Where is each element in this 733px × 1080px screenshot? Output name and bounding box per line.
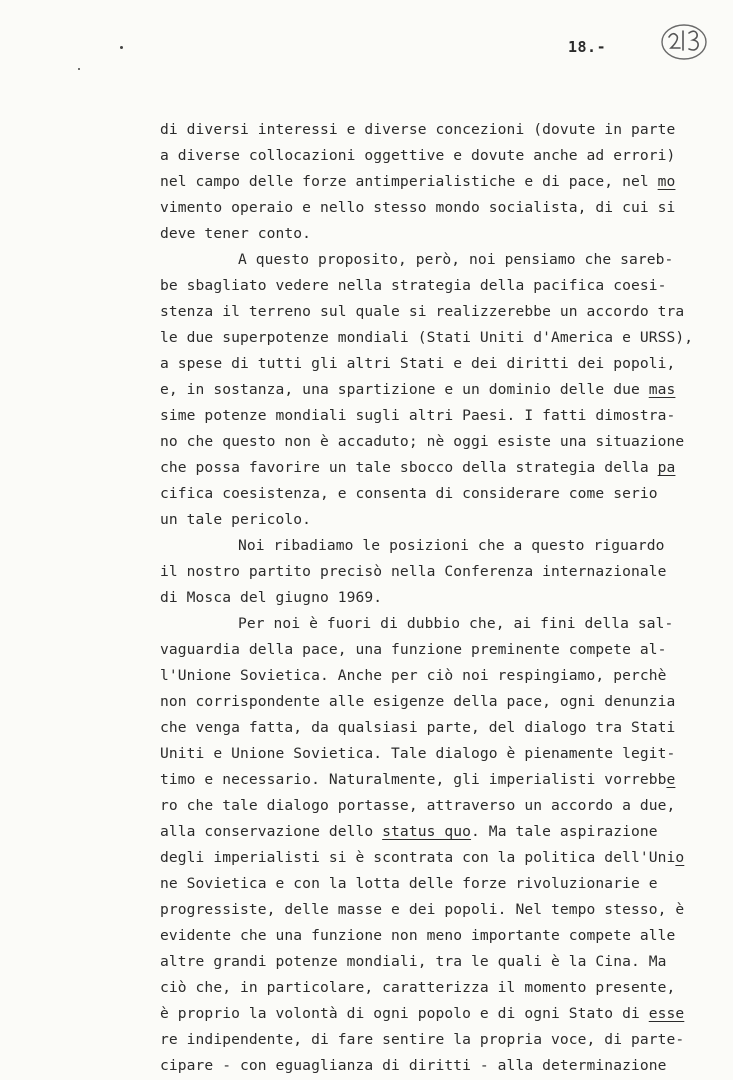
- text-line: non corrispondente alle esigenze della pace, ogni denunzia: [160, 693, 676, 710]
- text-line: di Mosca del giugno 1969.: [160, 589, 383, 606]
- text-line: a spese di tutti gli altri Stati e dei diritti dei popoli,: [160, 355, 676, 372]
- text-line: l'Unione Sovietica. Anche per ciò noi respingiamo, perchè: [160, 667, 667, 684]
- scan-speck: [78, 68, 80, 70]
- text-line: altre grandi potenze mondiali, tra le quali è la Cina. Ma: [160, 953, 667, 970]
- text-line: Per noi è fuori di dubbio che, ai fini della sal-: [238, 615, 674, 632]
- text-line: no che questo non è accaduto; nè oggi esiste una situazione: [160, 433, 685, 450]
- text-line: Noi ribadiamo le posizioni che a questo riguardo: [238, 537, 665, 554]
- text-line: nel campo delle forze antimperialistiche e di pace, nel mo: [160, 173, 676, 190]
- text-line: di diversi interessi e diverse concezioni (dovute in parte: [160, 121, 676, 138]
- text-line: un tale pericolo.: [160, 511, 312, 528]
- text-line: cipare - con eguaglianza di diritti - alla determinazione: [160, 1057, 667, 1074]
- underlined-fragment: pa: [657, 459, 676, 476]
- text-line: progressiste, delle masse e dei popoli. Nel tempo stesso, è: [160, 901, 685, 918]
- text-line: A questo proposito, però, noi pensiamo che sareb-: [238, 251, 674, 268]
- text-line: sime potenze mondiali sugli altri Paesi. I fatti dimostra-: [160, 407, 676, 424]
- text-line: degli imperialisti si è scontrata con la politica dell'Unio: [160, 849, 685, 866]
- text-line: a diverse collocazioni oggettive e dovute anche ad errori): [160, 147, 676, 164]
- underlined-fragment: e: [666, 771, 676, 788]
- text-line: le due superpotenze mondiali (Stati Uniti d'America e URSS),: [160, 329, 694, 346]
- text-line: e, in sostanza, una spartizione e un dominio delle due mas: [160, 381, 676, 398]
- text-line: è proprio la volontà di ogni popolo e di ogni Stato di esse: [160, 1005, 685, 1022]
- text-line: re indipendente, di fare sentire la propria voce, di parte-: [160, 1031, 685, 1048]
- text-line: alla conservazione dello status quo. Ma tale aspirazione: [160, 823, 658, 840]
- paragraph: [160, 533, 720, 611]
- paragraph: [160, 611, 720, 1079]
- text-line: che possa favorire un tale sbocco della strategia della pa: [160, 459, 676, 476]
- page-number: 18.-: [568, 38, 607, 56]
- paragraph: [160, 247, 720, 533]
- paragraph: [160, 117, 720, 247]
- underlined-fragment: mo: [657, 173, 676, 190]
- underlined-fragment: mas: [648, 381, 676, 398]
- text-line: deve tener conto.: [160, 225, 312, 242]
- text-line: be sbagliato vedere nella strategia della pacifica coesi-: [160, 277, 667, 294]
- underlined-fragment: o: [675, 849, 685, 866]
- text-line: il nostro partito precisò nella Conferenza internazionale: [160, 563, 667, 580]
- text-line: cifica coesistenza, e consenta di considerare come serio: [160, 485, 658, 502]
- text-line: Uniti e Unione Sovietica. Tale dialogo è pienamente legit-: [160, 745, 676, 762]
- document-body: [160, 117, 720, 1079]
- text-line: timo e necessario. Naturalmente, gli imperialisti vorrebbe: [160, 771, 676, 788]
- underlined-term: status quo: [382, 823, 472, 840]
- text-line: ro che tale dialogo portasse, attraverso un accordo a due,: [160, 797, 676, 814]
- text-line: che venga fatta, da qualsiasi parte, del dialogo tra Stati: [160, 719, 676, 736]
- text-line: ne Sovietica e con la lotta delle forze rivoluzionarie e: [160, 875, 658, 892]
- text-line: vaguardia della pace, una funzione preminente compete al-: [160, 641, 667, 658]
- text-line: stenza il terreno sul quale si realizzerebbe un accordo tra: [160, 303, 685, 320]
- text-line: ciò che, in particolare, caratterizza il momento presente,: [160, 979, 676, 996]
- handwritten-archive-number: [660, 22, 708, 62]
- text-line: evidente che una funzione non meno importante compete alle: [160, 927, 676, 944]
- underlined-fragment: esse: [648, 1005, 685, 1022]
- text-line: vimento operaio e nello stesso mondo socialista, di cui si: [160, 199, 676, 216]
- scan-speck: [120, 46, 123, 49]
